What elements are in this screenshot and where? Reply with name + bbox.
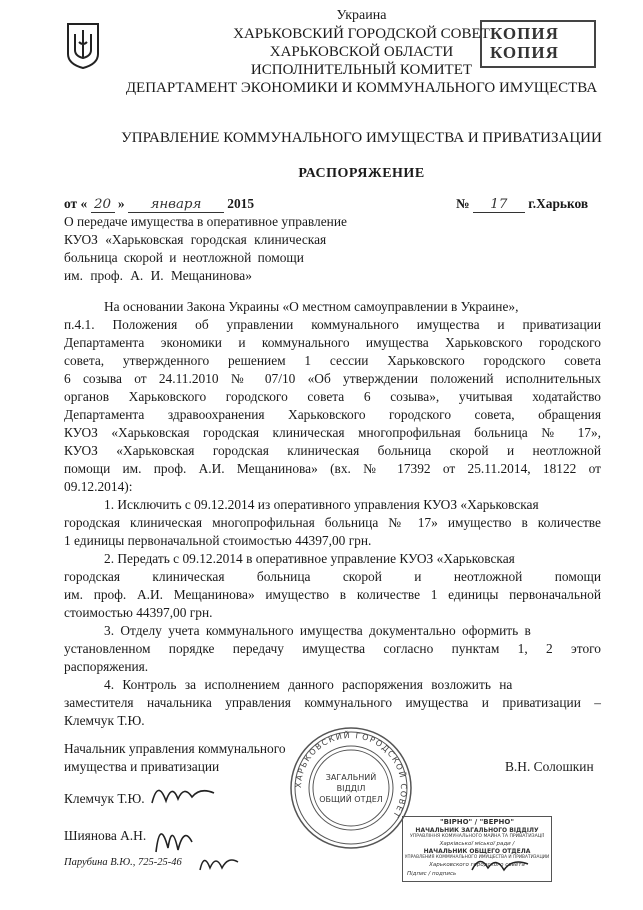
- preamble-line-5: 6 созыва от 24.11.2010 № 07/10 «Об утверждении положений исполнительных: [64, 371, 601, 386]
- cert-stamp-line-6: Харьковского городского совета: [429, 862, 525, 868]
- item4-line-1: 4. Контроль за исполнением данного распоряжения возложить на: [104, 677, 513, 692]
- executor-signature-icon: [196, 848, 242, 881]
- round-stamp-line-2: ВІДДІЛ: [336, 784, 366, 793]
- header-country: Украина: [336, 8, 387, 23]
- cert-stamp-line-1: НАЧАЛЬНИК ЗАГАЛЬНОГО ВІДДІЛУ: [415, 827, 539, 834]
- date-day: 20: [91, 197, 115, 213]
- item4-line-3: Клемчук Т.Ю.: [64, 713, 145, 728]
- signatory-position-2: имущества и приватизации: [64, 759, 220, 774]
- order-number: 17: [473, 197, 525, 213]
- cert-stamp-title: "ВІРНО" / "ВЕРНО": [440, 818, 514, 826]
- cert-stamp-line-3: Харківської міської ради /: [439, 841, 515, 847]
- item1-line-2: городская клиническая многопрофильная больница № 17» имущество в количестве: [64, 515, 601, 530]
- cert-stamp-footer: Підпис / подпись: [407, 871, 457, 877]
- round-stamp-line-1: ЗАГАЛЬНИЙ: [325, 773, 377, 782]
- date-mid: »: [117, 196, 125, 211]
- signatory-position-1: Начальник управления коммунального: [64, 741, 286, 756]
- header-committee: ИСПОЛНИТЕЛЬНЫЙ КОМИТЕТ: [250, 62, 473, 78]
- header-department: ДЕПАРТАМЕНТ ЭКОНОМИКИ И КОММУНАЛЬНОГО ИМУЩЕСТВА: [125, 80, 598, 96]
- preamble-line-1: На основании Закона Украины «О местном самоуправлении в Украине»,: [104, 299, 519, 314]
- signatory-name: В.Н. Солошкин: [505, 759, 594, 774]
- date-month: января: [128, 197, 224, 213]
- copy-stamp-line-1: КОПИЯ: [490, 24, 559, 43]
- cert-stamp-line-2: УПРАВЛІННЯ КОМУНАЛЬНОГО МАЙНА ТА ПРИВАТИЗАЦІЇ: [409, 834, 545, 839]
- subject-line-2: КУОЗ «Харьковская городская клиническая: [64, 232, 327, 247]
- subject-line-4: им. проф. А. И. Мещанинова»: [64, 268, 252, 283]
- preamble-line-10: помощи им. проф. А.И. Мещанинова» (вх. № 17392 от 25.11.2014, 18122 от: [64, 461, 601, 476]
- item2-line-4: стоимостью 44397,00 грн.: [64, 605, 213, 620]
- cert-stamp-line-4: НАЧАЛЬНИК ОБЩЕГО ОТДЕЛА: [423, 848, 531, 855]
- approval-klemchuk: Клемчук Т.Ю.: [64, 791, 145, 806]
- item2-line-2: городская клиническая больница скорой и неотложной помощи: [64, 569, 601, 584]
- item4-line-2: заместителя начальника управления коммунального имущества и приватизации –: [64, 695, 601, 710]
- approval-shiyanova: Шиянова А.Н.: [64, 828, 147, 843]
- preamble-line-6: органов Харьковского городского совета 6 созыва», учитывая ходатайство: [64, 389, 601, 404]
- header-directorate: УПРАВЛЕНИЕ КОММУНАЛЬНОГО ИМУЩЕСТВА И ПРИВАТИЗАЦИИ: [121, 130, 602, 146]
- round-stamp-ring-text: ХАРЬКОВСКИЙ ГОРОДСКОЙ СОВЕТ: [293, 730, 409, 821]
- subject-line-3: больница скорой и неотложной помощи: [64, 250, 304, 265]
- date-line: [64, 196, 254, 213]
- cert-signature-icon: [470, 852, 530, 883]
- item1-line-3: 1 единицы первоначальной стоимостью 44397,00 грн.: [64, 533, 372, 548]
- item3-line-3: распоряжения.: [64, 659, 149, 674]
- header-oblast: ХАРЬКОВСКОЙ ОБЛАСТИ: [269, 44, 454, 60]
- item1-line-1: 1. Исключить с 09.12.2014 из оперативного управления КУОЗ «Харьковская: [104, 497, 539, 512]
- subject-line-1: О передаче имущества в оперативное управление: [64, 214, 347, 229]
- item2-line-1: 2. Передать с 09.12.2014 в оперативное управление КУОЗ «Харьковская: [104, 551, 515, 566]
- number-line: [456, 196, 588, 213]
- executor-note: Парубина В.Ю., 725-25-46: [64, 857, 182, 868]
- date-year: 2015: [227, 196, 255, 211]
- preamble-line-4: совета, утвержденного решением 1 сессии Харьковского городского совета: [64, 353, 601, 368]
- signature-klemchuk-icon: [148, 775, 218, 816]
- preamble-line-3: Департамента экономики и коммунального имущества Харьковского городского: [64, 335, 601, 350]
- preamble-line-11: 09.12.2014):: [64, 479, 133, 494]
- item2-line-3: им. проф. А.И. Мещанинова» имуществo в количестве 1 единицы первоначальной: [64, 587, 601, 602]
- item3-line-2: установленном порядке передачу имущества согласно пунктам 1, 2 этого: [64, 641, 601, 656]
- preamble-line-7: Департамента здравоохранения Харьковского городского совета, обращения: [64, 407, 601, 422]
- preamble-line-9: КУОЗ «Харьковская городская клиническая больница скорой и неотложной: [64, 443, 601, 458]
- cert-stamp-line-5: УПРАВЛЕНИЯ КОММУНАЛЬНОГО ИМУЩЕСТВА И ПРИВАТИЗАЦИИ: [404, 855, 550, 860]
- document-title: РАСПОРЯЖЕНИЕ: [298, 166, 425, 181]
- round-stamp: [288, 725, 414, 851]
- preamble-line-8: КУОЗ «Харьковская городская клиническая многопрофильная больница № 17»,: [64, 425, 601, 440]
- copy-stamp-line-2: КОПИЯ: [490, 43, 559, 62]
- preamble-line-2: п.4.1. Положения об управлении коммунального имущества и приватизации: [64, 317, 601, 332]
- city: г.Харьков: [528, 196, 589, 211]
- item3-line-1: 3. Отделу учета коммунального имущества документально оформить в: [104, 623, 531, 638]
- date-prefix: от «: [64, 196, 88, 211]
- round-stamp-line-3: ОБЩИЙ ОТДЕЛ: [319, 795, 383, 804]
- number-label: №: [456, 196, 470, 211]
- header-council: ХАРЬКОВСКИЙ ГОРОДСКОЙ СОВЕТ: [233, 26, 490, 42]
